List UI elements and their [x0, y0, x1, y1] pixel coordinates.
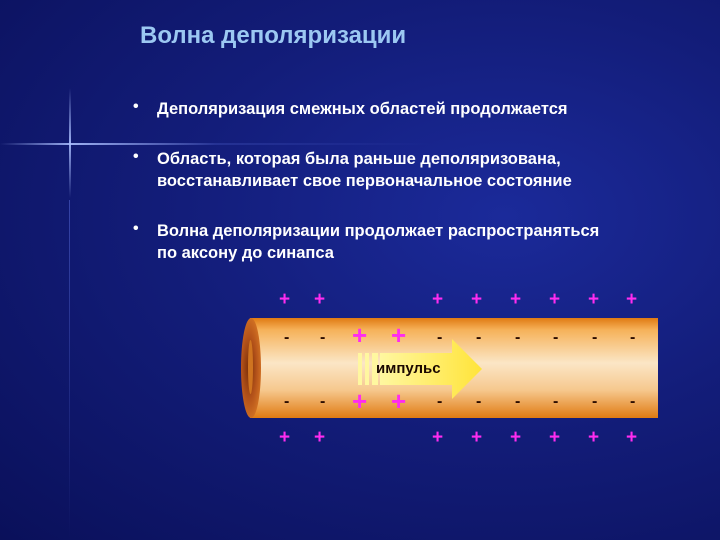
outer-bottom-plus: + [314, 427, 326, 448]
bullet-2-line-2: восстанавливает свое первоначальное состояние [157, 172, 572, 190]
inner-bottom-plus: + [391, 386, 407, 416]
sparkle-vertical-faint-line [69, 200, 70, 540]
outer-bottom-plus: + [626, 427, 638, 448]
outer-top-plus: + [432, 289, 444, 310]
bullet-2-line-1: Область, которая была раньше деполяризована, [157, 150, 561, 168]
outer-bottom-plus: + [432, 427, 444, 448]
inner-bottom-minus: - [437, 393, 443, 410]
axon-end-cap [241, 318, 261, 418]
slide-title: Волна деполяризации [140, 22, 407, 49]
outer-bottom-plus: + [588, 427, 600, 448]
bullet-3-line-1: Волна деполяризации продолжает распространяться [157, 222, 600, 240]
inner-top-minus: - [284, 329, 290, 346]
inner-top-plus: + [352, 320, 368, 350]
inner-bottom-minus: - [553, 393, 559, 410]
bullet-3-line-2: по аксону до синапса [157, 244, 334, 262]
outer-bottom-plus: + [549, 427, 561, 448]
outer-bottom-plus: + [510, 427, 522, 448]
outer-top-plus: + [588, 289, 600, 310]
inner-bottom-plus: + [352, 386, 368, 416]
bullet-dot: • [133, 98, 139, 115]
inner-bottom-minus: - [515, 393, 521, 410]
inner-top-minus: - [320, 329, 326, 346]
inner-bottom-minus: - [284, 393, 290, 410]
inner-top-minus: - [630, 329, 636, 346]
outer-top-plus: + [626, 289, 638, 310]
bullet-dot: • [133, 148, 139, 165]
inner-top-minus: - [592, 329, 598, 346]
inner-bottom-minus: - [592, 393, 598, 410]
inner-bottom-minus: - [476, 393, 482, 410]
inner-top-minus: - [437, 329, 443, 346]
outer-top-plus: + [549, 289, 561, 310]
sparkle-horizontal-line [0, 143, 720, 145]
bullet-dot: • [133, 220, 139, 237]
inner-top-minus: - [515, 329, 521, 346]
inner-top-plus: + [391, 320, 407, 350]
inner-bottom-minus: - [630, 393, 636, 410]
outer-top-plus: + [314, 289, 326, 310]
inner-top-minus: - [553, 329, 559, 346]
inner-bottom-minus: - [320, 393, 326, 410]
outer-bottom-plus: + [279, 427, 291, 448]
bullet-1-line-1: Деполяризация смежных областей продолжается [157, 100, 568, 118]
outer-top-plus: + [471, 289, 483, 310]
outer-top-plus: + [279, 289, 291, 310]
inner-top-minus: - [476, 329, 482, 346]
outer-bottom-plus: + [471, 427, 483, 448]
impulse-label: импульс [376, 360, 441, 377]
outer-top-plus: + [510, 289, 522, 310]
